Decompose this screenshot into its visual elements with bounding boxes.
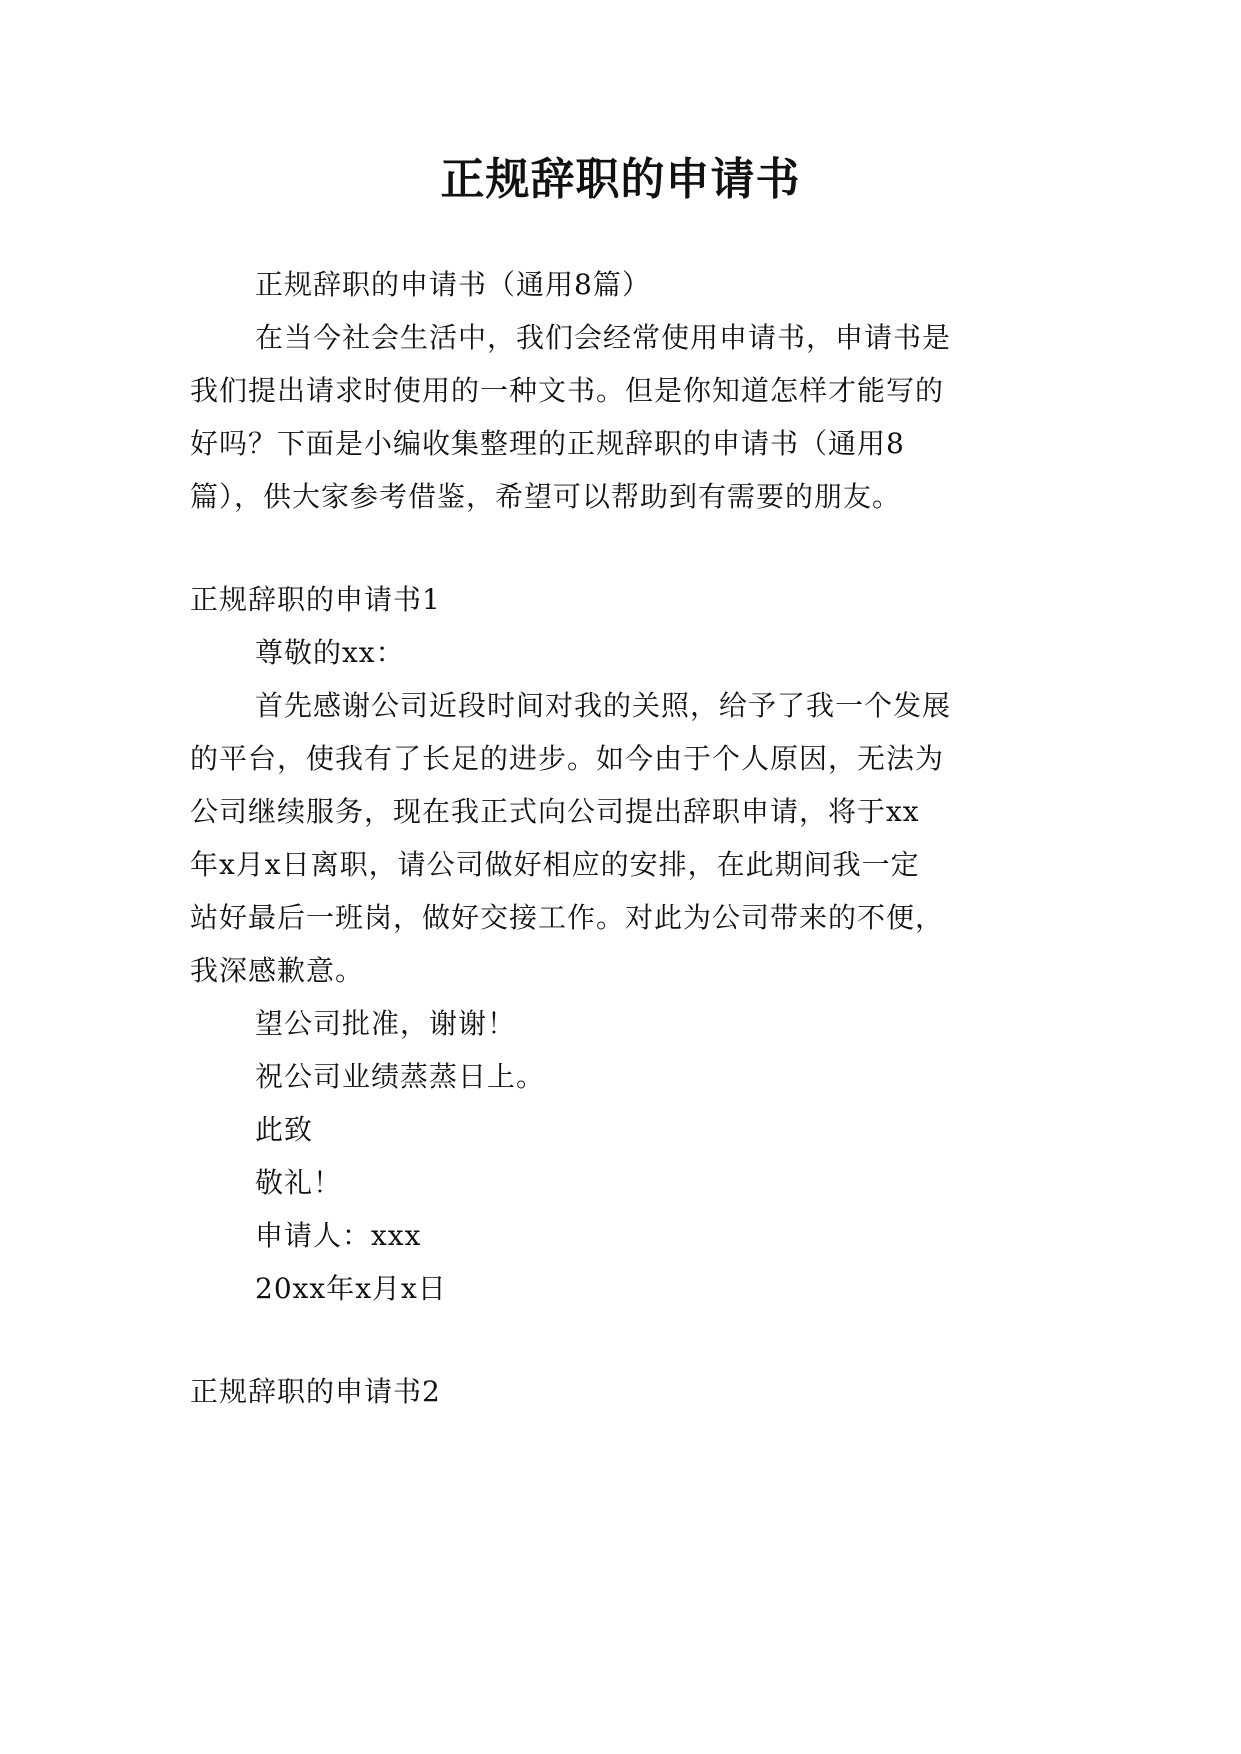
intro-line: 在当今社会生活中，我们会经常使用申请书，申请书是 — [255, 321, 952, 354]
body-line: 站好最后一班岗，做好交接工作。对此为公司带来的不便， — [190, 901, 945, 934]
body-line: 年x月x日离职，请公司做好相应的安排，在此期间我一定 — [190, 848, 920, 881]
closing-line: 此致 — [255, 1113, 314, 1146]
closing-line: 敬礼！ — [255, 1166, 343, 1199]
applicant-line: 申请人：xxx — [255, 1219, 422, 1252]
wish-line: 祝公司业绩蒸蒸日上。 — [255, 1060, 546, 1093]
subtitle-line: 正规辞职的申请书（通用8篇） — [255, 268, 651, 301]
body-line: 我深感歉意。 — [190, 954, 365, 987]
body-line: 公司继续服务，现在我正式向公司提出辞职申请，将于xx — [190, 795, 920, 828]
intro-line: 好吗？下面是小编收集整理的正规辞职的申请书（通用8 — [190, 427, 905, 460]
document-title: 正规辞职的申请书 — [440, 154, 801, 205]
body-line: 首先感谢公司近段时间对我的关照，给予了我一个发展 — [255, 689, 952, 722]
salutation: 尊敬的xx： — [255, 636, 405, 669]
section-heading: 正规辞职的申请书1 — [190, 583, 441, 616]
date-line: 20xx年x月x日 — [255, 1272, 447, 1305]
request-line: 望公司批准，谢谢！ — [255, 1007, 517, 1040]
intro-line: 篇），供大家参考借鉴，希望可以帮助到有需要的朋友。 — [190, 480, 902, 513]
body-line: 的平台，使我有了长足的进步。如今由于个人原因，无法为 — [190, 742, 945, 775]
intro-line: 我们提出请求时使用的一种文书。但是你知道怎样才能写的 — [190, 374, 945, 407]
section-heading: 正规辞职的申请书2 — [190, 1375, 441, 1408]
